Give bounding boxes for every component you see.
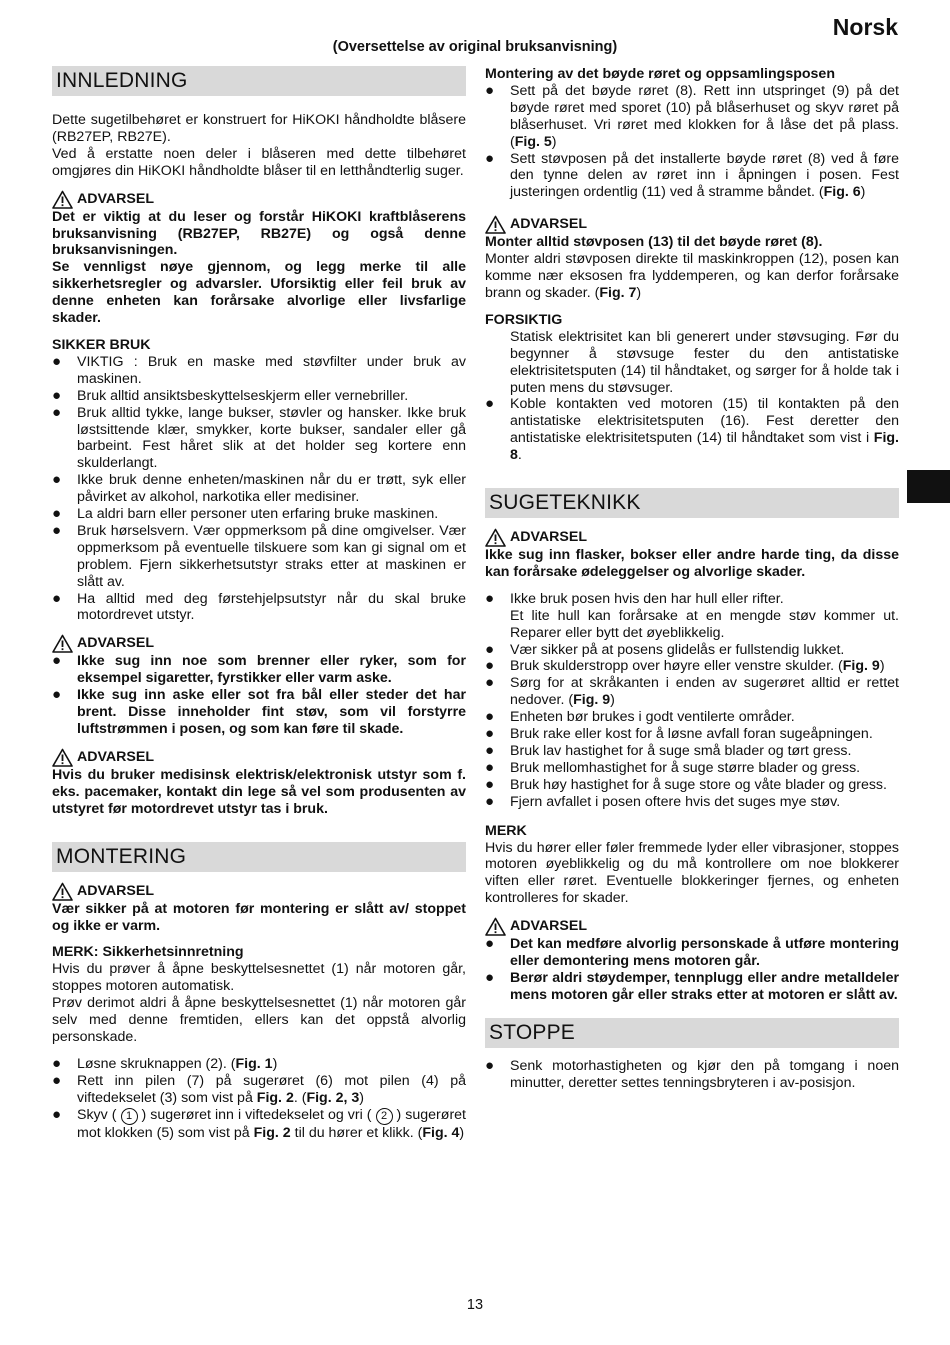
list-item: ● Vær sikker på at posens glidelås er fullstendig lukket. <box>485 642 899 659</box>
list-item: ● Rett inn pilen (7) på sugerøret (6) mot pilen (4) på viftedekselet (3) som vist på Fig. 2. (Fig. 2, 3) <box>52 1073 466 1107</box>
list-item: ● Bruk alltid tykke, lange bukser, støvler og hansker. Ikke bruk løstsittende klær, smykker, korte bukser, sandaler eller gå barbeint. Fest håret slik at det holder seg kortere enn skulderlangt. <box>52 405 466 473</box>
warning-heading: ADVARSEL <box>52 634 466 653</box>
technique-list <box>485 591 899 811</box>
warning-list <box>52 653 466 738</box>
list-item: ● VIKTIG : Bruk en maske med støvfilter under bruk av maskinen. <box>52 354 466 388</box>
warning-text: Vær sikker på at motoren før montering er slått av/ stoppet og ikke er varm. <box>52 900 466 934</box>
list-item: ● Senk motorhastigheten og kjør den på tomgang i noen minutter, deretter settes tenningsbryteren i av-posisjon. <box>485 1058 899 1092</box>
list-item: ● Bruk lav hastighet for å suge små blader og tørt gress. <box>485 743 899 760</box>
subsection-title-merk: MERK <box>485 822 527 839</box>
warning-triangle-icon <box>485 528 506 547</box>
warning-heading: ADVARSEL <box>485 215 899 234</box>
stop-list <box>485 1058 899 1092</box>
left-column <box>52 66 466 1142</box>
subsection-title-montering-bøyd-rør: Montering av det bøyde røret og oppsamlingsposen <box>485 66 835 82</box>
list-item: ● Bruk hørselsvern. Vær oppmerksom på dine omgivelser. Vær oppmerksom på eventuelle tilskuere som kan gi signal om et problem. Fjern sikkerhetsutstyr straks etter at maskinen er slått av. <box>52 523 466 591</box>
warning-heading: ADVARSEL <box>52 882 466 901</box>
intro-paragraph-1: Dette sugetilbehøret er konstruert for HiKOKI håndholdte blåsere (RB27EP, RB27E). <box>52 112 466 145</box>
list-item: ● Sett støvposen på det installerte bøyde røret (8) ved å føre den tynne delen av røret inn i åpningen i posen. Fest justeringen ordentlig (11) ved å stramme båndet. (Fig. 6) <box>485 151 899 202</box>
list-item: ● Løsne skruknappen (2). (Fig. 1) <box>52 1056 466 1073</box>
list-item: ● Koble kontakten ved motoren (15) til kontakten på den antistatiske elektrisitetsputen (16). Fest deretter den antistatiske elektrisitetsputen (14) til håndtaket som vist i Fig. 8. <box>485 396 899 464</box>
circled-number: 2 <box>376 1108 393 1125</box>
list-item: ● Ikke sug inn noe som brenner eller ryker, som for eksempel sigaretter, fyrstikker eller varm aske. <box>52 653 466 687</box>
merk-paragraph-2: Prøv derimot aldri å åpne beskyttelsesnettet (1) når motoren går selv med denne fremtiden, ellers kan det oppstå alvorlig personskade. <box>52 995 466 1045</box>
list-item: ● La aldri barn eller personer uten erfaring bruke maskinen. <box>52 506 466 523</box>
warning-text: Monter alltid støvposen (13) til det bøyde røret (8). <box>485 234 823 251</box>
list-item: ● Det kan medføre alvorlig personskade å utføre montering eller demontering mens motoren går. <box>485 936 899 970</box>
safety-list <box>52 354 466 625</box>
warning-text: Monter aldri støvposen direkte til maskinkroppen (12), posen kan komme nær eksosen fra lyddemperen, og kan derfor forårsake brann og skader. (Fig. 7) <box>485 251 899 301</box>
subsection-title-merk: MERK: Sikkerhetsinnretning <box>52 944 244 961</box>
list-item: ● Ikke sug inn aske eller sot fra bål eller steder det har brent. Disse inneholder fint støv, som vil forstyrre luftstrømmen i posen, og som kan føre til skade. <box>52 687 466 738</box>
warning-text: Ikke sug inn flasker, bokser eller andre harde ting, da disse kan forårsake ødeleggelser og alvorlige skader. <box>485 547 899 580</box>
warning-text: Det er viktig at du leser og forstår HiKOKI kraftblåserens bruksanvisning (RB27EP, RB27E) og også denne bruksanvisningen. <box>52 208 466 259</box>
list-item: ● Sørg for at skråkanten i enden av sugerøret alltid er rettet nedover. (Fig. 9) <box>485 675 899 709</box>
list-item: ● Bruk alltid ansiktsbeskyttelseskjerm eller vernebriller. <box>52 388 466 405</box>
warning-triangle-icon <box>52 190 73 209</box>
section-title-sugeteknikk: SUGETEKNIKK <box>485 488 899 518</box>
merk-paragraph: Hvis du hører eller føler fremmede lyder eller vibrasjoner, stoppes motoren øyeblikkelig og du må kontrollere om noe blokkerer viften eller røret. Eventuelle blokkeringer fjernes, og enheten kontrolleres for skader. <box>485 839 899 907</box>
list-item: ● Skyv ( 1 ) sugerøret inn i viftedekselet og vri ( 2 ) sugerøret mot klokken (5) som vist på Fig. 2 til du hører et klikk. (Fig. 4) <box>52 1107 466 1142</box>
list-item: ● Bruk rake eller kost for å løsne avfall foran sugeåpningen. <box>485 726 899 743</box>
warning-triangle-icon <box>52 748 73 767</box>
list-item: ● Ikke bruk posen hvis den har hull eller rifter. Et lite hull kan forårsake at en mengde støv kommer ut. Reparer eller bytt det øyeblikkelig. <box>485 591 899 642</box>
warning-triangle-icon <box>52 634 73 653</box>
language-label: Norsk <box>832 14 898 40</box>
list-item: ● Bruk mellomhastighet for å suge større blader og gress. <box>485 760 899 777</box>
section-title-stoppe: STOPPE <box>485 1018 899 1048</box>
list-item: ● Ikke bruk denne enheten/maskinen når du er trøtt, syk eller påvirket av alkohol, narkotika eller medisiner. <box>52 472 466 506</box>
list-item: ● Bruk høy hastighet for å suge store og våte blader og gress. <box>485 777 899 794</box>
right-column <box>485 66 899 1092</box>
merk-paragraph-1: Hvis du prøver å åpne beskyttelsesnettet (1) når motoren går, stoppes motoren automatisk. <box>52 961 466 995</box>
assembly-steps <box>52 1056 466 1142</box>
warning-text: Se vennligst nøye gjennom, og legg merke til alle sikkerhetsregler og advarsler. Uforsiktig eller feil bruk av denne enheten kan forårsake alvorlige eller livsfarlige skader. <box>52 259 466 327</box>
warning-triangle-icon <box>485 917 506 936</box>
list-item: ● Bruk skulderstropp over høyre eller venstre skulder. (Fig. 9) <box>485 658 899 675</box>
list-item: ● Berør aldri støydemper, tennplugg eller andre metalldeler mens motoren går eller straks etter at motoren er slått av. <box>485 970 899 1004</box>
page-tab-marker <box>907 470 950 503</box>
subsection-title-forsiktig: FORSIKTIG <box>485 311 563 328</box>
section-title-montering: MONTERING <box>52 842 466 872</box>
warning-text: Hvis du bruker medisinsk elektrisk/elektronisk utstyr som f. eks. pacemaker, kontakt din lege så vel som produsenten av utstyret før motordrevet utstyr tas i bruk. <box>52 766 466 817</box>
page-number: 13 <box>466 1297 484 1313</box>
warning-heading: ADVARSEL <box>485 528 899 547</box>
assembly-list <box>485 83 899 201</box>
circled-number: 1 <box>121 1108 138 1125</box>
document-subtitle: (Oversettelse av original bruksanvisning) <box>332 39 618 55</box>
list-item: ● Enheten bør brukes i godt ventilerte områder. <box>485 709 899 726</box>
warning-list <box>485 936 899 1004</box>
subsection-title-sikker-bruk: SIKKER BRUK <box>52 336 151 353</box>
warning-triangle-icon <box>52 882 73 901</box>
warning-heading: ADVARSEL <box>52 748 466 767</box>
list-item: ● Sett på det bøyde røret (8). Rett inn utspringet (9) på det bøyde røret med sporet (10) på blåserhuset og skyv røret på blåserhuset. Vri røret med klokken for å låse det på plass. (Fig. 5) <box>485 83 899 151</box>
intro-paragraph-2: Ved å erstatte noen deler i blåseren med dette tilbehøret omgjøres din HiKOKI håndholdte blåser til en letthåndterlig suger. <box>52 145 466 179</box>
warning-heading: ADVARSEL <box>52 190 466 209</box>
caution-text: Statisk elektrisitet kan bli generert under støvsuging. Før du begynner å støvsuge fester du den antistatiske elektrisitetsputen (14) til håndtaket, og sørger for å holde tak i puten mens du støvsuger. <box>510 328 899 396</box>
section-title-innledning: INNLEDNING <box>52 66 466 96</box>
list-item: ● Ha alltid med deg førstehjelpsutstyr når du skal bruke motordrevet utstyr. <box>52 591 466 625</box>
warning-heading: ADVARSEL <box>485 917 899 936</box>
list-item: ● Fjern avfallet i posen oftere hvis det suges mye støv. <box>485 794 899 811</box>
caution-list <box>485 396 899 464</box>
warning-triangle-icon <box>485 215 506 234</box>
